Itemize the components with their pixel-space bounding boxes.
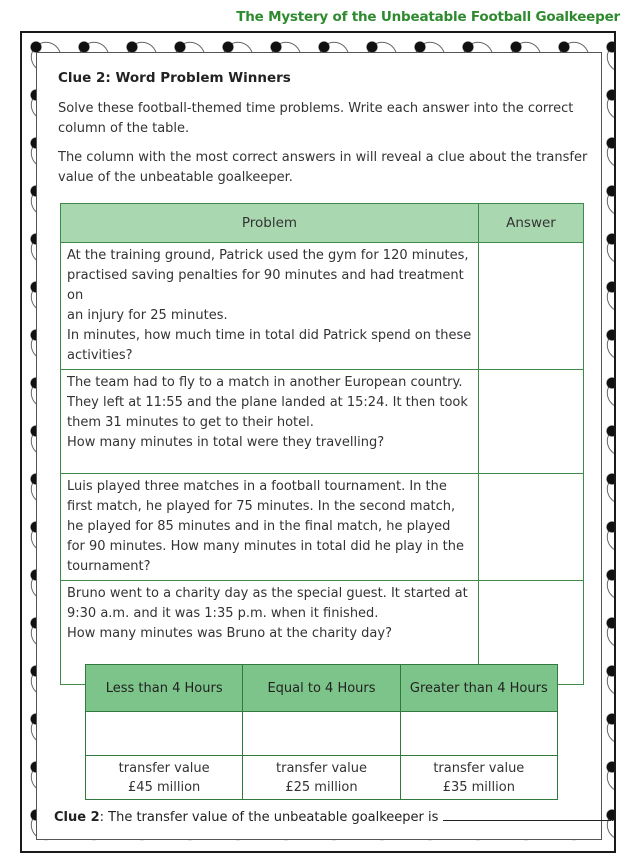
transfer-value-cell xyxy=(86,756,243,800)
transfer-value-row xyxy=(86,756,558,800)
result-header-row xyxy=(86,665,558,712)
less-than-4-hours-header: Less than 4 Hours xyxy=(86,665,243,712)
problem-line: 9:30 a.m. and it was 1:35 p.m. when it finished. xyxy=(67,606,379,621)
problem-cell xyxy=(61,243,479,370)
instructions xyxy=(58,99,588,139)
problem-line: practised saving penalties for 90 minutes and had treatment on xyxy=(67,268,464,303)
transfer-value-amount: £25 million xyxy=(285,779,358,795)
problem-cell xyxy=(61,474,479,581)
problem-table-header xyxy=(61,204,584,243)
instruction-line: Solve these football-themed time problems. Write each answer into the correct xyxy=(58,101,574,116)
transfer-value-label: transfer value xyxy=(276,760,367,776)
clue-end: . xyxy=(610,810,615,825)
problem-line: activities? xyxy=(67,348,133,363)
problem-line: them 31 minutes to get to their hotel. xyxy=(67,415,314,430)
table-row xyxy=(61,243,584,370)
answer-cell[interactable] xyxy=(479,243,584,370)
problem-line: In minutes, how much time in total did Patrick spend on these xyxy=(67,328,472,343)
clue-heading: Clue 2: Word Problem Winners xyxy=(58,70,291,86)
clue-label: Clue 2 xyxy=(54,810,100,825)
problem-line: The team had to fly to a match in another European country. xyxy=(67,375,463,390)
transfer-value-label: transfer value xyxy=(118,760,210,776)
answer-cell[interactable] xyxy=(479,474,584,581)
greater-than-4-hours-header: Greater than 4 Hours xyxy=(400,665,557,712)
problem-line: Bruno went to a charity day as the special guest. It started at xyxy=(67,586,468,601)
problem-column-header: Problem xyxy=(61,204,479,243)
problem-line: tournament? xyxy=(67,559,151,574)
clue-text: : The transfer value of the unbeatable goalkeeper is xyxy=(99,810,439,825)
problem-line: How many minutes was Bruno at the charity day? xyxy=(67,626,392,641)
transfer-value-cell xyxy=(400,756,557,800)
transfer-value-amount: £35 million xyxy=(442,779,515,795)
explanation-line: The column with the most correct answers in will reveal a clue about the transfer xyxy=(58,150,588,165)
clue-answer-line xyxy=(54,808,615,825)
explanation-line: value of the unbeatable goalkeeper. xyxy=(58,170,293,185)
answer-blank[interactable] xyxy=(443,808,611,821)
problem-table xyxy=(60,203,584,685)
equal-to-4-hours-header: Equal to 4 Hours xyxy=(243,665,400,712)
problem-line: How many minutes in total were they travelling? xyxy=(67,435,385,450)
transfer-value-cell xyxy=(243,756,400,800)
instruction-line: column of the table. xyxy=(58,121,190,136)
less-than-4-hours-answers[interactable] xyxy=(86,712,243,756)
worksheet-title: The Mystery of the Unbeatable Football Goalkeeper xyxy=(236,9,620,25)
clue-explanation xyxy=(58,148,588,188)
greater-than-4-hours-answers[interactable] xyxy=(400,712,557,756)
problem-line: an injury for 25 minutes. xyxy=(67,308,228,323)
answer-column-header: Answer xyxy=(479,204,584,243)
answer-cell[interactable] xyxy=(479,370,584,474)
problem-line: he played for 85 minutes and in the final match, he played xyxy=(67,519,451,534)
problem-cell xyxy=(61,370,479,474)
problem-line: At the training ground, Patrick used the gym for 120 minutes, xyxy=(67,248,469,263)
transfer-value-label: transfer value xyxy=(433,760,525,776)
problem-line: for 90 minutes. How many minutes in total did he play in the xyxy=(67,539,464,554)
transfer-value-table xyxy=(85,664,558,800)
problem-line: Luis played three matches in a football tournament. In the xyxy=(67,479,447,494)
problem-line: first match, he played for 75 minutes. In the second match, xyxy=(67,499,456,514)
answer-entry-row xyxy=(86,712,558,756)
table-row xyxy=(61,370,584,474)
problem-line: They left at 11:55 and the plane landed at 15:24. It then took xyxy=(67,395,468,410)
table-row xyxy=(61,474,584,581)
transfer-value-amount: £45 million xyxy=(128,779,201,795)
equal-to-4-hours-answers[interactable] xyxy=(243,712,400,756)
